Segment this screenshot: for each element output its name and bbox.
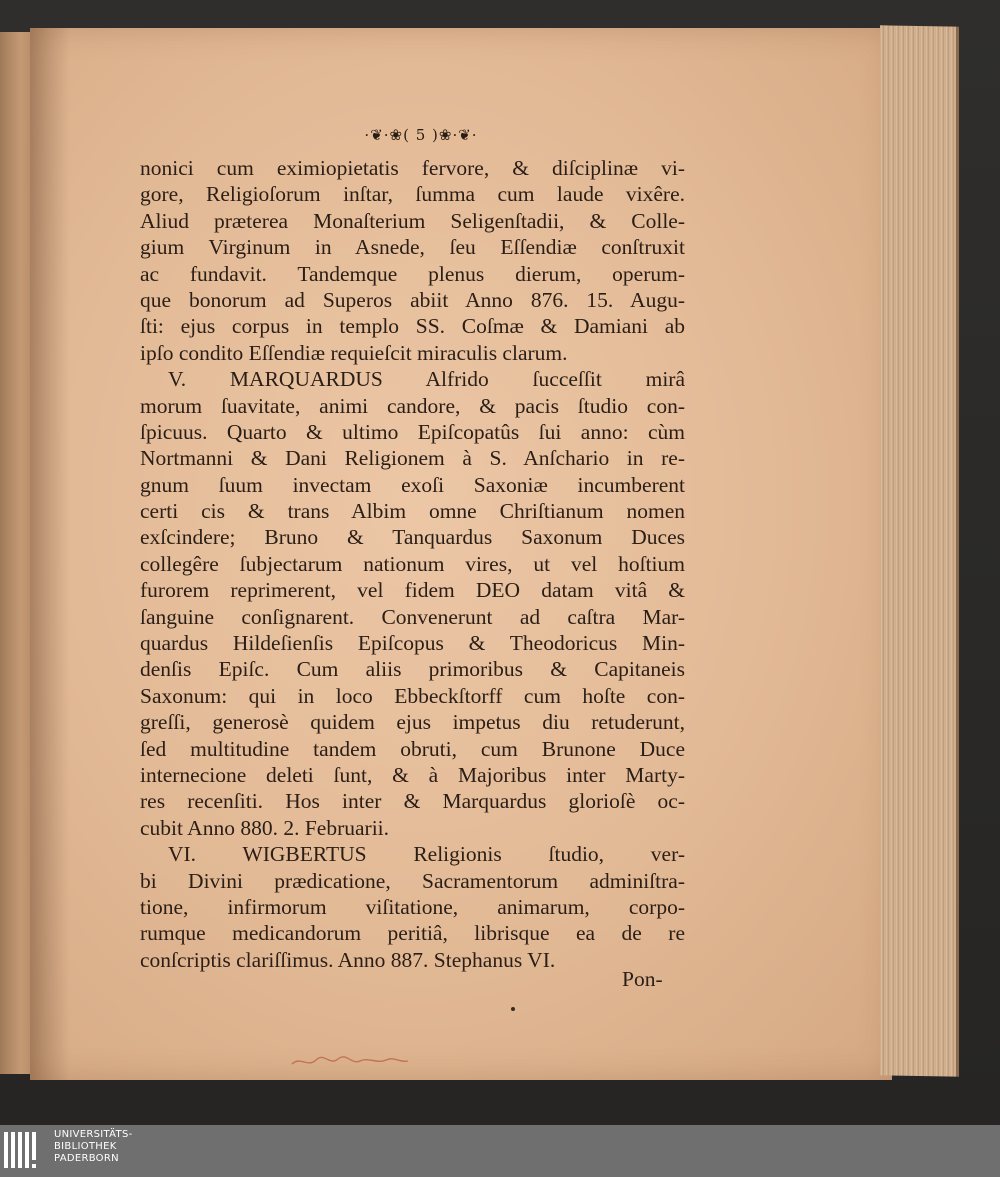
text-line: quardus Hildeſienſis Epiſcopus & Theodoricus Min- [140,631,685,656]
text-line: furorem reprimerent, vel fidem DEO datam vitâ & [140,578,685,603]
text-line: ſanguine conſignarent. Convenerunt ad caſtra Mar- [140,604,685,629]
text-line: cubit Anno 880. 2. Februarii. [140,815,390,840]
text-line: V. MARQUARDUS Alfrido ſucceſſit mirâ [168,367,685,392]
text-line: rumque medicandorum peritiâ, librisque ea de re [140,921,685,946]
text-line: ſpicuus. Quarto & ultimo Epiſcopatûs ſui anno: cùm [140,419,685,444]
text-line: certi cis & trans Albim omne Chriſtianum nomen [140,499,685,524]
text-line: ipſo condito Eſſendiæ requieſcit miraculis clarum. [140,340,568,365]
text-line: ſed multitudine tandem obruti, cum Brunone Duce [140,736,685,761]
library-name-line3: PADERBORN [54,1153,119,1164]
text-line: exſcindere; Bruno & Tanquardus Saxonum Duces [140,525,685,550]
text-line: nonici cum eximiopietatis fervore, & diſciplinæ vi- [140,156,685,180]
text-line: ac fundavit. Tandemque plenus dierum, operum- [140,261,685,286]
library-name-line2: BIBLIOTHEK [54,1141,117,1152]
library-name [54,1129,133,1165]
text-line: ſti: ejus corpus in templo SS. Coſmæ & Damiani ab [140,314,685,339]
text-line: conſcriptis clariſſimus. Anno 887. Stephanus VI. [140,947,556,972]
text-line: morum ſuavitate, animi candore, & pacis ſtudio con- [140,393,685,418]
text-line: res recenſiti. Hos inter & Marquardus glorioſè oc- [140,789,685,814]
page-number-ornament: ·❦·❀( 5 )❀·❦· [364,126,478,144]
text-line: Nortmanni & Dani Religionem à S. Anſchario in re- [140,446,685,471]
catchword: Pon- [622,967,663,991]
text-line: greſſi, generosè quidem ejus impetus diu retuderunt, [140,710,685,735]
text-line: que bonorum ad Superos abiit Anno 876. 15. Augu- [140,287,685,312]
text-line: denſis Epiſc. Cum aliis primoribus & Capitaneis [140,657,685,682]
text-line: gium Virginum in Asnede, ſeu Eſſendiæ conſtruxit [140,235,685,260]
pencil-annotation-mark [290,1050,410,1072]
text-line: Aliud præterea Monaſterium Seligenſtadii, & Colle- [140,208,685,233]
ink-dot [511,1007,515,1011]
footer-bar [0,1125,1000,1177]
text-line: gnum ſuum invectam exoſi Saxoniæ incumberent [140,472,685,497]
text-line: tione, infirmorum viſitatione, animarum, corpo- [140,894,685,919]
body-text [140,155,685,973]
text-line: VI. WIGBERTUS Religionis ſtudio, ver- [168,842,685,867]
text-line: Saxonum: qui in loco Ebbeckſtorff cum hoſte con- [140,683,685,708]
text-line: gore, Religioſorum inſtar, ſumma cum laude vixêre. [140,182,685,207]
text-line: collegêre ſubjectarum nationum vires, ut vel hoſtium [140,551,685,576]
text-line: bi Divini prædicatione, Sacramentorum adminiſtra- [140,868,685,893]
gutter-shadow [30,28,70,1080]
library-logo-icon [2,1128,50,1174]
page-edges [880,25,959,1076]
library-name-line1: UNIVERSITÄTS- [54,1129,133,1140]
text-line: internecione deleti ſunt, & à Majoribus inter Marty- [140,762,685,787]
